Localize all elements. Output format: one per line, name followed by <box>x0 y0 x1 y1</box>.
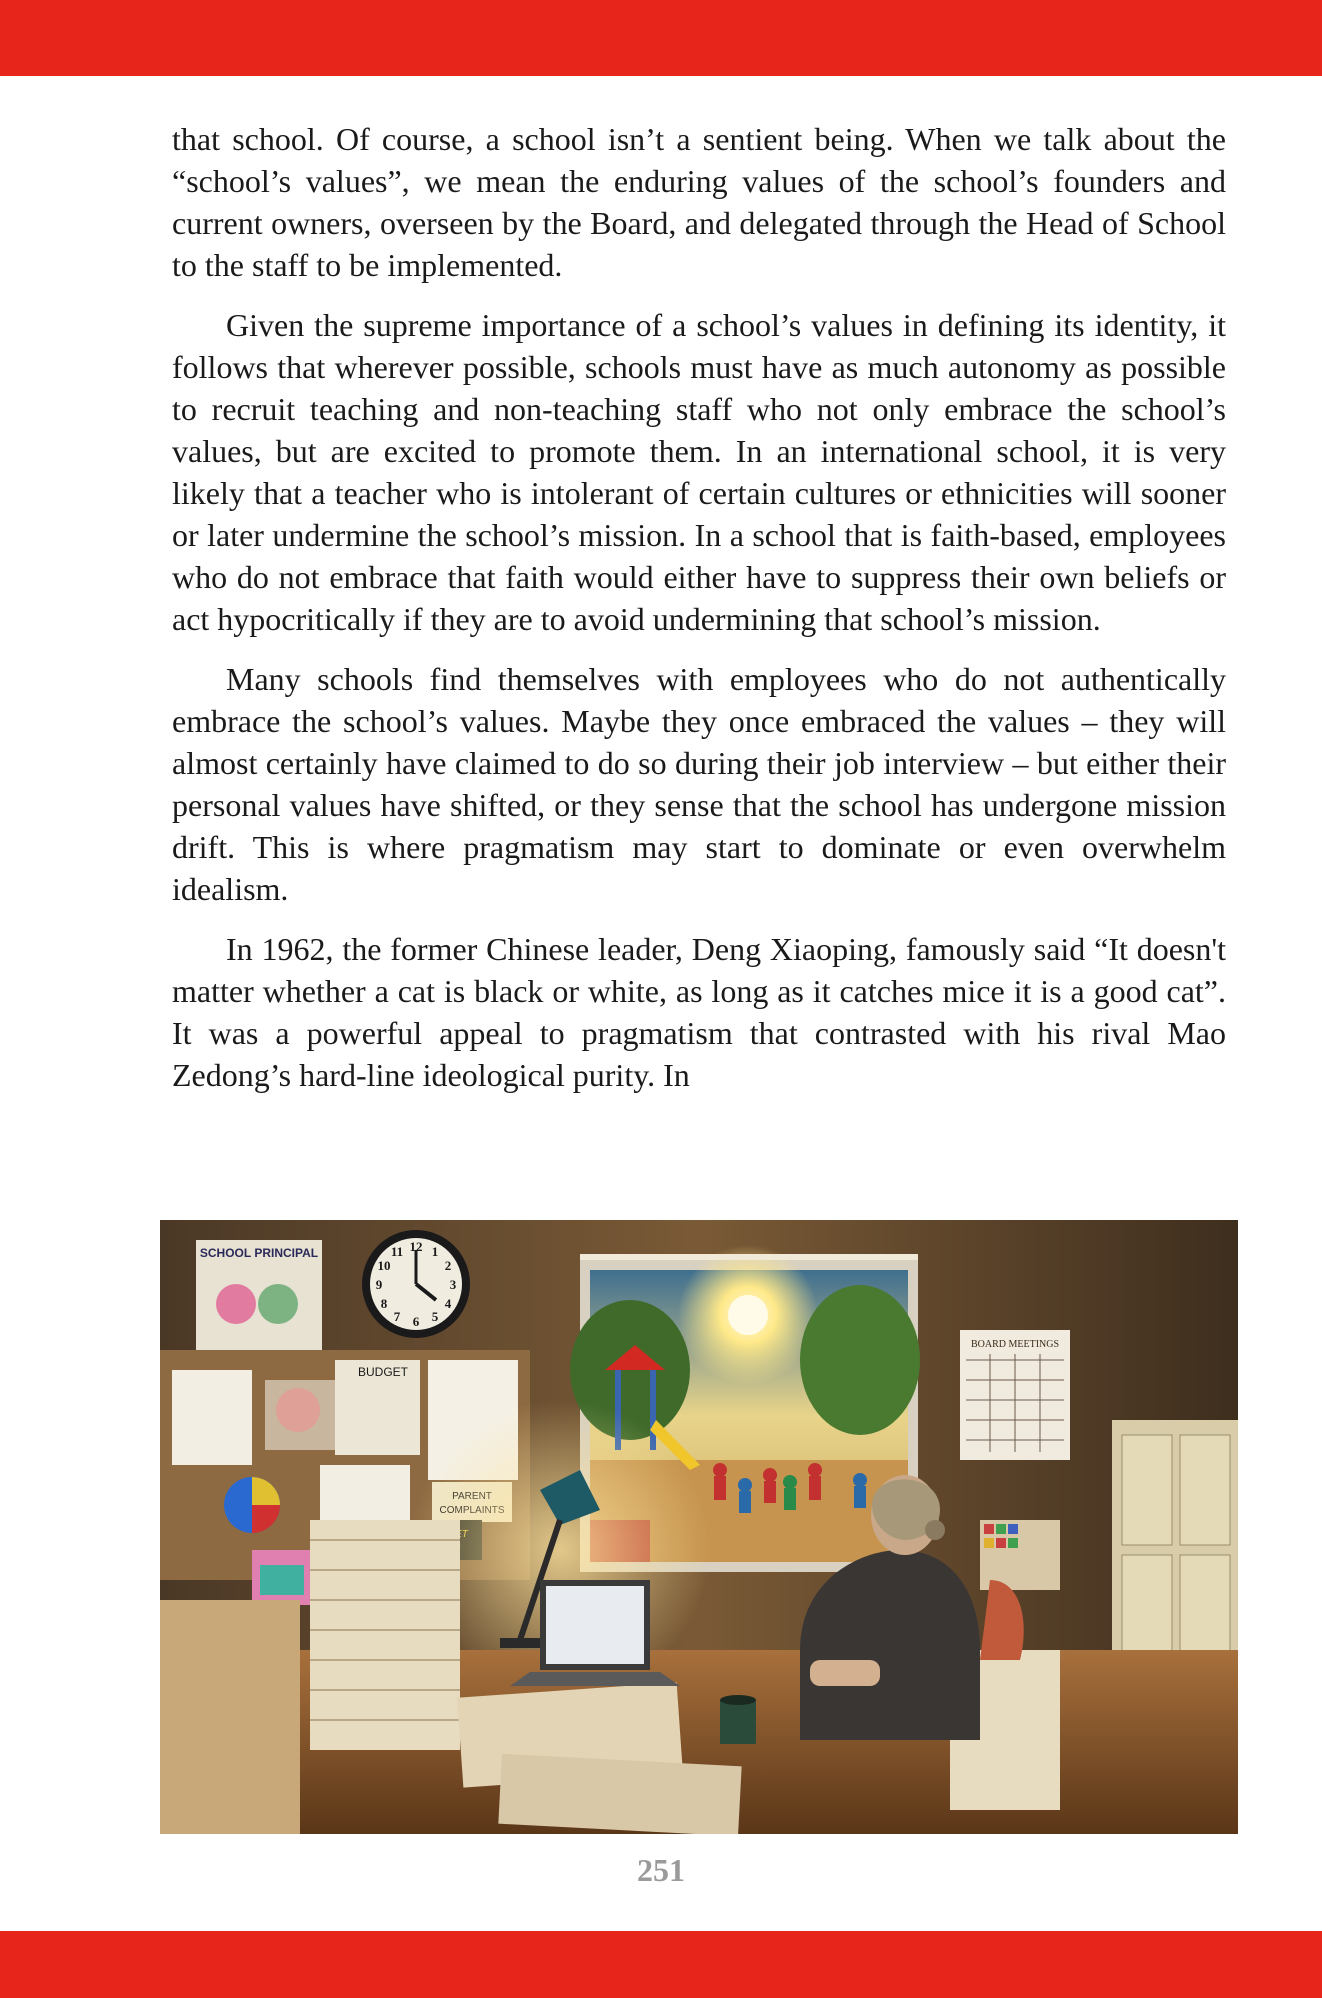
bottom-red-band <box>0 1931 1322 1998</box>
wall-clock <box>362 1230 470 1338</box>
paragraph-2: Given the supreme importance of a school’s values in defining its identity, it follows that wherever possible, schools must have as much autonomy as possible to recruit teaching and non-teaching staff who not only embrace the school’s values, but are excited to promote them. In an international school, it is very likely that a teacher who is intolerant of certain cultures or ethnicities will sooner or later undermine the school’s mission. In a school that is faith-based, employees who do not embrace that faith would either have to suppress their own beliefs or act hypocritically if they are to avoid undermining that school’s mission. <box>172 307 1226 637</box>
paragraph-4: In 1962, the former Chinese leader, Deng Xiaoping, famously said “It doesn't matter whether a cat is black or white, as long as it catches mice it is a good cat”. It was a powerful appeal to pragmatism that contrasted with his rival Mao Zedong’s hard-line ideological purity. In <box>172 931 1226 1093</box>
body-text <box>172 118 1226 1114</box>
principal-office-illustration <box>160 1220 1238 1834</box>
clock-number-2: 2 <box>444 1258 452 1273</box>
clock-number-4: 4 <box>444 1296 452 1311</box>
clock-number-7: 7 <box>393 1309 401 1324</box>
clock-number-9: 9 <box>375 1277 383 1292</box>
school-principal-poster <box>196 1240 322 1350</box>
clock-number-6: 6 <box>412 1314 420 1329</box>
clock-number-12: 12 <box>409 1239 423 1254</box>
clock-number-10: 10 <box>377 1258 391 1273</box>
clock-number-5: 5 <box>431 1309 439 1324</box>
top-red-band <box>0 0 1322 76</box>
school-principal-label: SCHOOL PRINCIPAL <box>199 1246 319 1260</box>
coffee-mug <box>720 1695 756 1744</box>
paragraph-3: Many schools find themselves with employees who do not authentically embrace the school’s values. Maybe they once embraced the values – they will almost certainly have claimed to do so during their job interview – but either their personal values have shifted, or they sense that the school has undergone mission drift. This is where pragmatism may start to dominate or even overwhelm idealism. <box>172 661 1226 907</box>
clock-number-3: 3 <box>449 1277 457 1292</box>
page-number: 251 <box>637 1852 685 1888</box>
clock-number-11: 11 <box>390 1244 404 1259</box>
board-meetings-label: BOARD MEETINGS <box>970 1339 1060 1350</box>
clock-number-8: 8 <box>380 1296 388 1311</box>
paragraph-1: that school. Of course, a school isn’t a sentient being. When we talk about the “school’s values”, we mean the enduring values of the school’s founders and current owners, overseen by the Board, and delegated through the Head of School to the staff to be implemented. <box>172 121 1226 283</box>
budget-label: BUDGET <box>358 1365 409 1379</box>
clock-number-1: 1 <box>431 1244 439 1259</box>
